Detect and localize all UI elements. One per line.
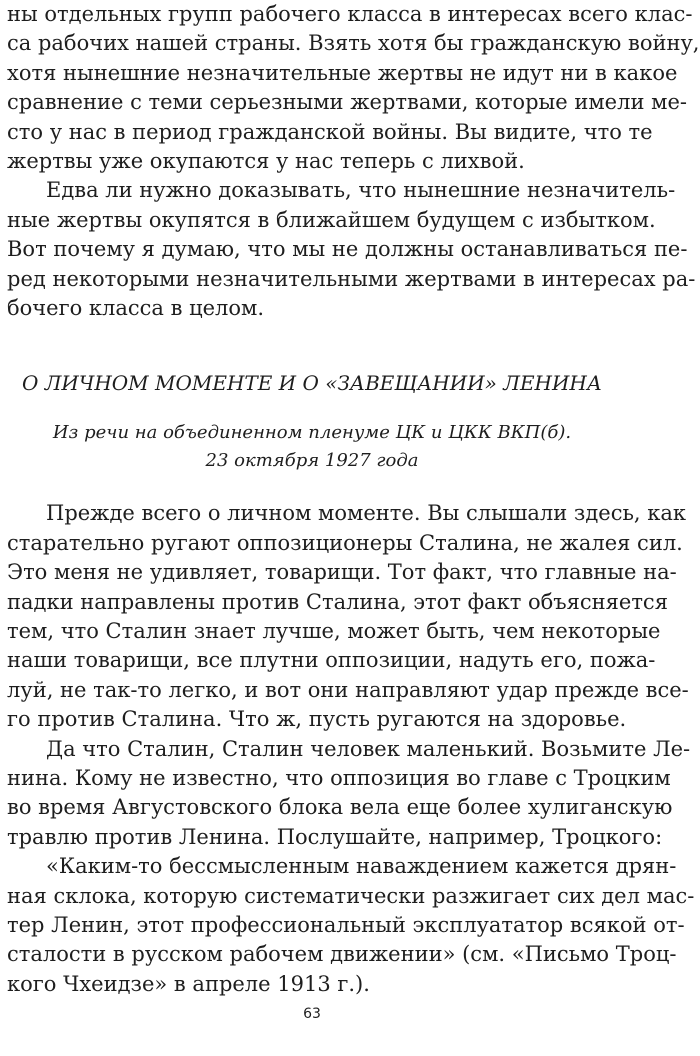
text-line: нина. Кому не известно, что оппозиция во главе с Троцким <box>7 766 671 790</box>
text-line: ные жертвы окупятся в ближайшем будущем с избытком. <box>7 207 656 232</box>
text-line: наши товарищи, все плутни оппозиции, надуть его, пожа- <box>7 648 656 673</box>
text-line: го против Сталина. Что ж, пусть ругаются на здоровье. <box>7 707 627 732</box>
text-line: Да что Сталин, Сталин человек маленький. Возьмите Ле- <box>46 736 691 761</box>
text-line: ред некоторыми незначительными жертвами в интересах ра- <box>7 266 696 291</box>
text-line: во время Августовского блока вела еще более хулиганскую <box>7 795 673 820</box>
text-line: старательно ругают оппозиционеры Сталина, не жалея сил. <box>7 530 683 555</box>
text-line: Едва ли нужно доказывать, что нынешние незначитель- <box>46 178 676 203</box>
text-line: Прежде всего о личном моменте. Вы слышали здесь, как <box>46 501 687 526</box>
text-line: тер Ленин, этот профессиональный эксплуататор всякой от- <box>7 913 685 937</box>
text-line: жертвы уже окупаются у нас теперь с лихвой. <box>7 149 525 173</box>
text-line: травлю против Ленина. Послушайте, например, Троцкого: <box>7 824 663 849</box>
text-line: падки направлены против Сталина, этот факт объясняется <box>7 589 668 614</box>
text-line: ная склока, которую систематически разжигает сих дел мас- <box>7 883 695 908</box>
text-line: кого Чхеидзе» в апреле 1913 г.). <box>7 971 370 996</box>
text-line: Вот почему я думаю, что мы не должны останавливаться пе- <box>7 237 688 262</box>
text-line: Это меня не удивляет, товарищи. Тот факт, что главные на- <box>7 560 677 585</box>
text-line: луй, не так-то легко, и вот они направляют удар прежде все- <box>7 677 689 702</box>
text-line: сто у нас в период гражданской войны. Вы видите, что те <box>7 119 653 144</box>
text-line: «Каким-то бессмысленным наваждением кажется дрян- <box>46 854 677 879</box>
text-line: бочего класса в целом. <box>7 296 265 320</box>
section-subtitle: Из речи на объединенном пленуме ЦК и ЦКК ВКП(б). <box>52 422 572 444</box>
text-line: хотя нынешние незначительные жертвы не идут ни в какое <box>7 60 678 85</box>
text-line: тем, что Сталин знает лучше, может быть, чем некоторые <box>7 619 661 643</box>
section-heading: О ЛИЧНОМ МОМЕНТЕ И О «ЗАВЕЩАНИИ» ЛЕНИНА <box>21 371 603 396</box>
text-line: сталости в русском рабочем движении» (см. «Письмо Троц- <box>7 942 677 967</box>
text-line: ны отдельных групп рабочего класса в интересах всего клас- <box>7 2 693 26</box>
text-line: сравнение с теми серьезными жертвами, которые имели ме- <box>7 90 687 115</box>
page-number: 63 <box>303 1006 321 1023</box>
section-subtitle: 23 октября 1927 года <box>205 450 419 472</box>
text-line: са рабочих нашей страны. Взять хотя бы гражданскую войну, <box>7 31 700 56</box>
